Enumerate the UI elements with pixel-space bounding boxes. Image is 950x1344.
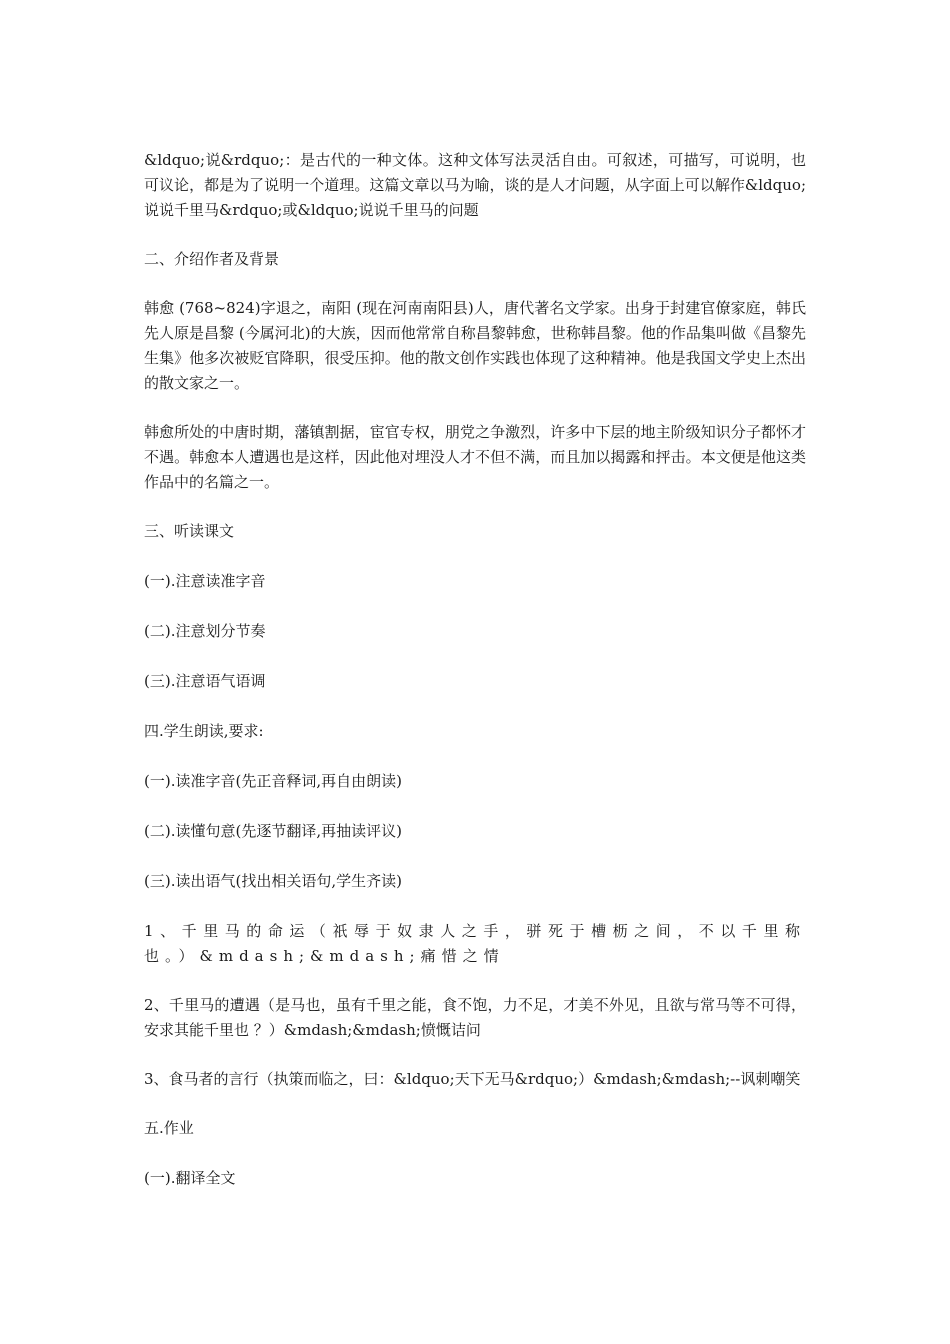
paragraph-encounter: 2、千里马的遭遇（是马也，虽有千里之能，食不饱，力不足，才美不外见，且欲与常马等不可得，安求其能千里也 ？）&mdash;&mdash;愤慨诘问 xyxy=(144,996,806,1039)
list-item: (三).注意语气语调 xyxy=(144,672,266,690)
document-body xyxy=(144,148,806,1191)
paragraph-intro: &ldquo;说&rdquo;：是古代的一种文体。这种文体写法灵活自由。可叙述，可描写，可说明，也可议论，都是为了说明一个道理。这篇文章以马为喻，谈的是人才问题，从字面上可以解作&ldquo;说说千里马&rdquo;或&ldquo;说说千里马的问题 xyxy=(144,151,806,219)
heading-author-background: 二、介绍作者及背景 xyxy=(144,250,280,268)
list-item: (二).读懂句意(先逐节翻译,再抽读评议) xyxy=(144,822,402,840)
list-item: (二).注意划分节奏 xyxy=(144,622,266,640)
paragraph-fate: 1、千里马的命运（祇辱于奴隶人之手，骈死于槽枥之间，不以千里称也。）&mdash;&mdash;痛惜之情 xyxy=(144,922,806,965)
list-item: (一).翻译全文 xyxy=(144,1169,236,1187)
paragraph-background: 韩愈所处的中唐时期，藩镇割据，宦官专权，朋党之争激烈，许多中下层的地主阶级知识分子都怀才不遇。韩愈本人遭遇也是这样，因此他对埋没人才不但不满，而且加以揭露和抨击。本文便是他这类作品中的名篇之一。 xyxy=(144,423,806,491)
list-item: (一).读准字音(先正音释词,再自由朗读) xyxy=(144,772,402,790)
list-item: (一).注意读准字音 xyxy=(144,572,266,590)
paragraph-author: 韩愈 (768~824)字退之，南阳 (现在河南南阳县)人，唐代著名文学家。出身于封建官僚家庭，韩氏先人原是昌黎 (今属河北)的大族，因而他常常自称昌黎韩愈，世称韩昌黎。他的作品集叫做《昌黎先生集》他多次被贬官降职，很受压抑。他的散文创作实践也体现了这种精神。他是我国文学史上杰出的散文家之一。 xyxy=(144,299,806,392)
heading-homework: 五.作业 xyxy=(144,1119,194,1137)
list-item: (三).读出语气(找出相关语句,学生齐读) xyxy=(144,872,402,890)
heading-listen-read: 三、听读课文 xyxy=(144,522,235,540)
paragraph-keeper: 3、食马者的言行（执策而临之，曰：&ldquo;天下无马&rdquo;）&mdash;&mdash;--讽刺嘲笑 xyxy=(144,1070,801,1088)
heading-student-reading: 四.学生朗读,要求: xyxy=(144,722,264,740)
